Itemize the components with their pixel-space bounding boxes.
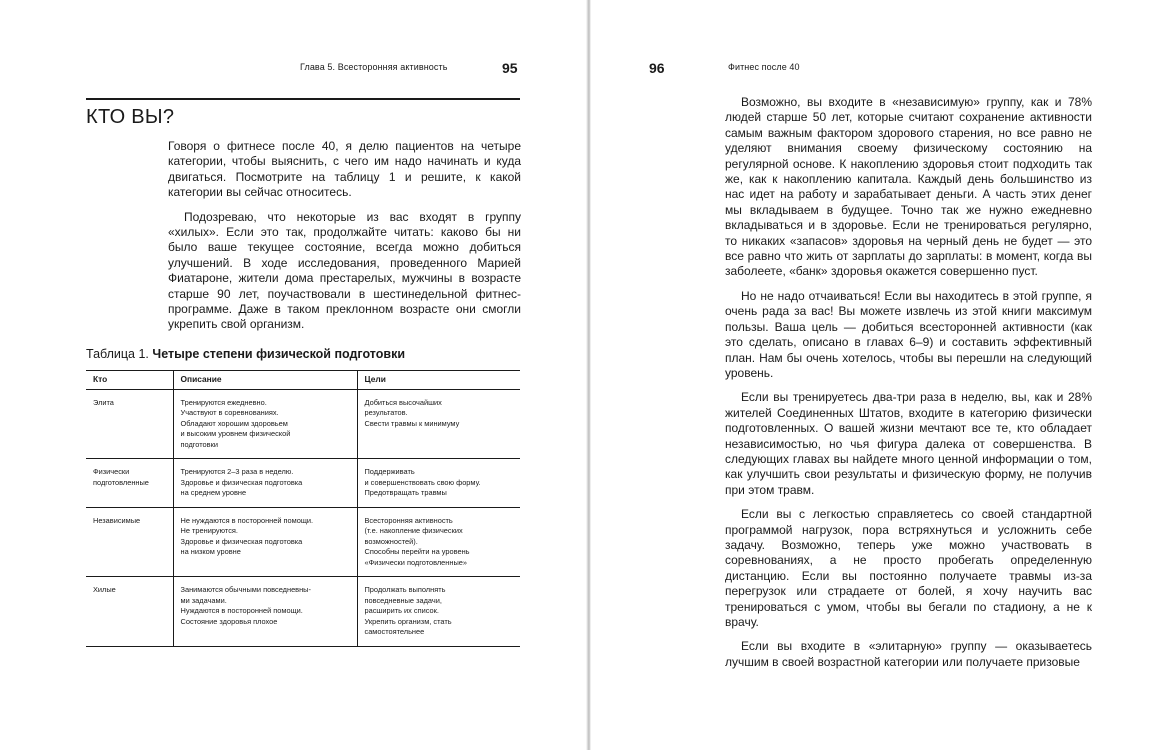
- cell-line: возможностей).: [364, 536, 418, 546]
- cell-line: результатов.: [364, 408, 408, 417]
- table-header-row: [86, 371, 520, 390]
- table-row: [86, 507, 520, 577]
- column-header-goals: Цели: [357, 371, 520, 390]
- paragraph: Говоря о фитнесе после 40, я делю пациентов на четыре категории, чтобы выяснить, с чего им надо начинать и куда двигаться. Посмотрите на таблицу 1 и решите, к какой категории вы сейчас относитесь.: [168, 139, 521, 200]
- paragraph: Но не надо отчаиваться! Если вы находитесь в этой группе, я очень рада за вас! Вы можете извлечь из этой книги максимум пользы. Ваша цель — добиться всесторонней активности (как это сделать, описано в главах 6–9) и составить эффективный план. Нам бы очень хотелось, чтобы вы перешли на следующий уровень.: [725, 288, 1092, 380]
- cell-line: (т.е. накопление физических: [364, 526, 463, 535]
- cell-line: расширить их список.: [364, 606, 439, 615]
- page-number-left: 95: [502, 60, 518, 76]
- cell-who: Элита: [86, 389, 173, 459]
- left-body-text: [168, 139, 521, 342]
- paragraph: Подозреваю, что некоторые из вас входят в группу «хилых». Если это так, продолжайте читать: каково бы ни было ваше текущее состояние, всегда можно добиться улучшений. В ходе исследования, проведенного Марией Фиатароне, жители дома престарелых, мужчины в возрасте старше 90 лет, поучаствовали в шестинедельной фитнес-программе. Даже в таком преклонном возрасте они смогли укрепить свой организм.: [168, 209, 521, 332]
- cell-line: Состояние здоровья плохое: [180, 616, 278, 626]
- cell-goals: [357, 577, 520, 647]
- cell-description: [173, 577, 357, 647]
- section-heading: КТО ВЫ?: [86, 106, 175, 128]
- table-caption: [86, 347, 405, 361]
- table-row: [86, 389, 520, 459]
- paragraph: Возможно, вы входите в «независимую» группу, как и 78% людей старше 50 лет, которые считают сохранение активности самым важным фактором здорового старения, но все равно не уделяют внимания своему физическому состоянию на регулярной основе. К накоплению здоровья стоит подходить так же, как к накоплению капитала. Каждый день большинство из нас идет на работу и зарабатывает деньги. А часть этих денег мы вкладываем в будущее. Точно так же нужно ежедневно вкладываться и в здоровье. Если не тренироваться регулярно, то никаких «запасов» здоровья на черный день не будет — это все равно что жить от зарплаты до зарплаты: в момент, когда вы заболеете, «банк» здоровья окажется совершенно пуст.: [725, 95, 1092, 279]
- cell-line: Не тренируются.: [180, 526, 238, 535]
- table-caption-prefix: Таблица 1.: [86, 347, 149, 361]
- cell-goals: [357, 507, 520, 577]
- cell-description: [173, 507, 357, 577]
- cell-who: Физически подготовленные: [86, 459, 173, 508]
- cell-line: на среднем уровне: [180, 488, 247, 497]
- cell-line: Нуждаются в посторонней помощи.: [180, 606, 303, 615]
- cell-line: Поддерживать: [364, 467, 415, 476]
- cell-goals: [357, 459, 520, 508]
- cell-line: Свести травмы к минимуму: [364, 418, 460, 428]
- cell-description: [173, 389, 357, 459]
- column-header-description: Описание: [173, 371, 357, 390]
- cell-line: ми задачами.: [180, 595, 227, 605]
- cell-line: «Физически подготовленные»: [364, 557, 467, 567]
- paragraph: Если вы тренируетесь два-три раза в неделю, вы, как и 28% жителей Соединенных Штатов, входите в категорию физически подготовленных. О вашей жизни мечтают все те, кто обладает независимостью, но чья фигура далека от совершенства. В следующих главах вы найдете много ценной информации о том, как улучшить свои результаты и физическую форму, не получив при этом травм.: [725, 390, 1092, 497]
- cell-who: Хилые: [86, 577, 173, 647]
- cell-line: и высоким уровнем физической: [180, 429, 291, 438]
- running-book-title: Фитнес после 40: [728, 62, 800, 72]
- paragraph: Если вы входите в «элитарную» группу — оказываетесь лучшим в своей возрастной категории или получаете призовые: [725, 639, 1092, 669]
- column-header-who: Кто: [86, 371, 173, 390]
- cell-line: Тренируются ежедневно.: [180, 397, 267, 407]
- table-caption-title: Четыре степени физической подготовки: [152, 347, 406, 361]
- table-row: [86, 577, 520, 647]
- page-number-right: 96: [649, 60, 665, 76]
- right-body-text: [725, 95, 1092, 679]
- table-row: [86, 459, 520, 508]
- cell-line: Продолжать выполнять: [364, 585, 446, 594]
- cell-line: Всесторонняя активность: [364, 515, 453, 525]
- cell-line: подготовки: [180, 439, 218, 449]
- cell-line: Предотвращать травмы: [364, 488, 447, 497]
- cell-line: Укрепить организм, стать: [364, 616, 452, 626]
- fitness-levels-table: [86, 370, 520, 647]
- cell-line: Участвуют в соревнованиях.: [180, 408, 279, 417]
- cell-line: Здоровье и физическая подготовка: [180, 536, 303, 546]
- cell-line: Обладают хорошим здоровьем: [180, 418, 288, 428]
- cell-line: Здоровье и физическая подготовка: [180, 477, 303, 487]
- paragraph: Если вы с легкостью справляетесь со своей стандартной программой нагрузок, пора встряхнуться и усложнить себе задачу. Возможно, теперь уже можно участвовать в соревнованиях, а не просто пробегать определенную дистанцию. Если вы постоянно получаете травмы из-за перегрузок или страдаете от болей, я хочу научить вас тренироваться с умом, чтобы вы бегали по стадиону, а не к врачу.: [725, 507, 1092, 629]
- cell-who: Независимые: [86, 507, 173, 577]
- cell-line: Способны перейти на уровень: [364, 547, 470, 556]
- section-heading-block: [86, 98, 520, 128]
- cell-line: Добиться высочайших: [364, 397, 442, 407]
- cell-line: самостоятельнее: [364, 627, 425, 636]
- cell-line: на низком уровне: [180, 547, 241, 556]
- cell-line: повседневные задачи,: [364, 595, 442, 605]
- cell-line: Тренируются 2–3 раза в неделю.: [180, 467, 294, 476]
- cell-line: Не нуждаются в посторонней помощи.: [180, 515, 314, 525]
- cell-goals: [357, 389, 520, 459]
- cell-line: и совершенствовать свою форму.: [364, 477, 481, 487]
- cell-line: Занимаются обычными повседневны-: [180, 585, 311, 594]
- cell-description: [173, 459, 357, 508]
- right-page: [591, 0, 1176, 750]
- running-chapter-title: Глава 5. Всесторонняя активность: [300, 62, 448, 72]
